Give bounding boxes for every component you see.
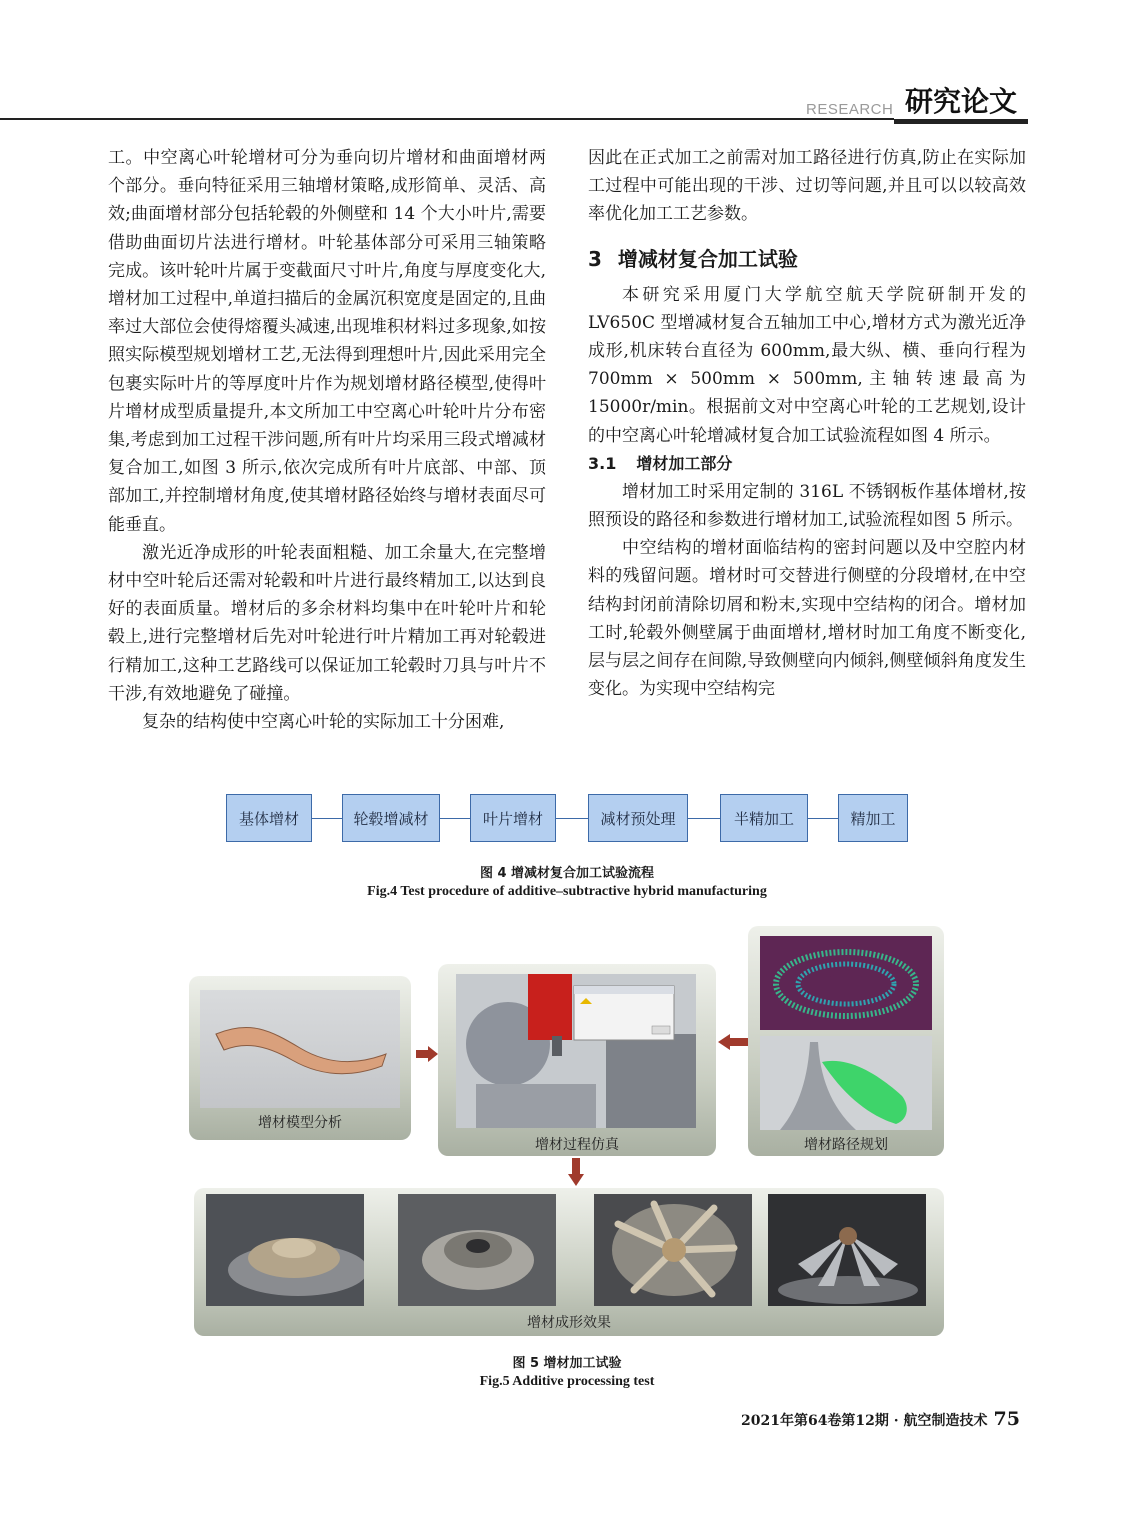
arrow-right-icon <box>416 1046 438 1062</box>
flow-step-4: 减材预处理 <box>588 794 688 842</box>
flow-step-1: 基体增材 <box>226 794 312 842</box>
left-paragraph-3: 复杂的结构使中空离心叶轮的实际加工十分困难, <box>142 712 505 733</box>
page-number: 75 <box>993 1408 1020 1430</box>
header-rule <box>0 118 1028 120</box>
subsection-heading-3-1 <box>588 450 1026 478</box>
subsection-title: 增材加工部分 <box>636 453 733 473</box>
fig5-caption-en: Fig.5 Additive processing test <box>479 1374 655 1389</box>
flow-step-5: 半精加工 <box>720 794 808 842</box>
impeller-path-image <box>760 1036 932 1130</box>
fig5-panel-simulation <box>438 964 716 1156</box>
right-column <box>588 144 1026 703</box>
fig5-panel-model <box>189 976 411 1140</box>
flow-connector <box>808 818 838 819</box>
flow-step-2: 轮毂增减材 <box>342 794 440 842</box>
fig4-flowchart <box>0 794 1134 844</box>
path-mesh-image <box>760 936 932 1030</box>
flow-connector <box>312 818 342 819</box>
panel-label: 增材过程仿真 <box>535 1137 619 1153</box>
result-photo-2 <box>398 1194 556 1306</box>
flow-step-3: 叶片增材 <box>470 794 556 842</box>
right-paragraph-2: 本研究采用厦门大学航空航天学院研制开发的 LV650C 型增减材复合五轴加工中心,增材方式为激光近净成形,机床转台直径为 600mm,最大纵、横、垂向行程为 700mm × 500mm × 500mm,主轴转速最高为 15000r/min。根据前文对中空离心叶轮的工艺规划,设计的中空离心叶轮增减材复合加工试验流程如图 4 所示。 <box>588 284 1026 446</box>
result-photo-4 <box>768 1194 926 1306</box>
fig5-panel-results <box>194 1188 944 1336</box>
page-footer <box>700 1408 1020 1430</box>
left-paragraph-2: 激光近净成形的叶轮表面粗糙、加工余量大,在完整增材中空叶轮后还需对轮毂和叶片进行最终精加工,以达到良好的表面质量。增材后的多余材料均集中在叶轮叶片和轮毂上,进行完整增材后先对叶轮进行叶片精加工再对轮毂进行精加工,这种工艺路线可以保证加工轮毂时刀具与叶片不干涉,有效地避免了碰撞。 <box>108 542 546 704</box>
right-paragraph-3: 增材加工时采用定制的 316L 不锈钢板作基体增材,按照预设的路径和参数进行增材加工,试验流程如图 5 所示。 <box>588 481 1026 531</box>
right-paragraph-1: 因此在正式加工之前需对加工路径进行仿真,防止在实际加工过程中可能出现的干涉、过切等问题,并且可以以较高效率优化加工工艺参数。 <box>588 148 1026 225</box>
fig4-caption-en: Fig.4 Test procedure of additive–subtractive hybrid manufacturing <box>367 884 767 899</box>
right-paragraph-4: 中空结构的增材面临结构的密封问题以及中空腔内材料的残留问题。增材时可交替进行侧壁的分段增材,在中空结构封闭前清除切屑和粉末,实现中空结构的闭合。增材加工时,轮毂外侧壁属于曲面增材,增材时加工角度不断变化,层与层之间存在间隙,导致侧壁向内倾斜,侧壁倾斜角度发生变化。为实现中空结构完 <box>588 538 1026 700</box>
left-paragraph-1: 工。中空离心叶轮增材可分为垂向切片增材和曲面增材两个部分。垂向特征采用三轴增材策略,成形简单、灵活、高效;曲面增材部分包括轮毂的外侧壁和 14 个大小叶片,需要借助曲面切片法进行增材。叶轮基体部分可采用三轴策略完成。该叶轮叶片属于变截面尺寸叶片,角度与厚度变化大,增材加工过程中,单道扫描后的金属沉积宽度是固定的,且曲率过大部位会使得熔覆头减速,出现堆积材料过多现象,如按照实际模型规划增材工艺,无法得到理想叶片,因此采用完全包裹实际叶片的等厚度叶片作为规划增材路径模型,使得叶片增材成型质量提升,本文所加工中空离心叶轮叶片分布密集,考虑到加工过程干涉问题,所有叶片均采用三段式增减材复合加工,如图 3 所示,依次完成所有叶片底部、中部、顶部加工,并控制增材角度,使其增材路径始终与增材表面尽可能垂直。 <box>108 148 546 535</box>
journal-issue: 2021年第64卷第12期 · 航空制造技术 <box>740 1413 988 1429</box>
arrow-down-icon <box>568 1158 584 1186</box>
header-category: 研究论文 <box>894 84 1028 124</box>
left-column <box>108 144 546 736</box>
result-photo-1 <box>206 1194 364 1306</box>
fig4-caption-cn: 图 4 增减材复合加工试验流程 <box>479 866 655 881</box>
section-heading-3 <box>588 245 1026 273</box>
panel-label: 增材成形效果 <box>527 1315 611 1331</box>
panel-label: 增材路径规划 <box>804 1137 888 1153</box>
blade-model-image <box>200 990 400 1108</box>
flow-connector <box>556 818 588 819</box>
flow-connector <box>688 818 720 819</box>
section-number: 3 <box>588 246 602 271</box>
fig5-caption-cn: 图 5 增材加工试验 <box>512 1356 622 1371</box>
fig5-panel-path <box>748 926 944 1156</box>
section-title: 增减材复合加工试验 <box>617 246 798 271</box>
arrow-left-icon <box>718 1034 748 1050</box>
flow-step-6: 精加工 <box>838 794 908 842</box>
result-photo-3 <box>594 1194 752 1306</box>
header-research-label: RESEARCH <box>806 101 894 118</box>
simulation-screenshot <box>456 974 696 1128</box>
subsection-number: 3.1 <box>588 453 617 473</box>
panel-label: 增材模型分析 <box>258 1115 342 1131</box>
flow-connector <box>440 818 470 819</box>
